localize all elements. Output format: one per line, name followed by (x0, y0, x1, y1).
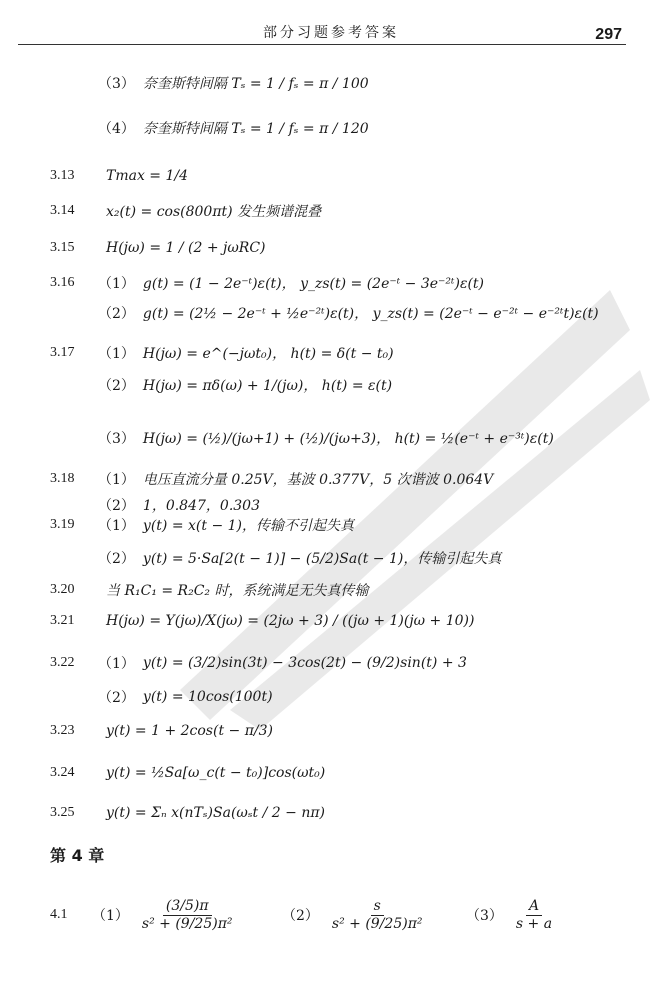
answer-expression: H(jω) = (½)/(jω+1) + (½)/(jω+3)， h(t) = ½(e⁻ᵗ + e⁻³ᵗ)ε(t) (142, 431, 554, 447)
header-rule (18, 44, 626, 45)
answer-content (98, 201, 321, 221)
answer-expression: g(t) = (1 − 2e⁻ᵗ)ε(t)， y_zs(t) = (2e⁻ᵗ − 3e⁻²ᵗ)ε(t) (142, 276, 485, 292)
fraction (139, 898, 236, 933)
problem-number: 3.25 (50, 805, 75, 820)
answer-line (0, 340, 662, 366)
answer-line (0, 70, 662, 96)
fraction-denominator: s² + (9/25)π² (141, 915, 233, 932)
answer-content (98, 723, 273, 739)
answer-expression: 当 R₁C₁ = R₂C₂ 时，系统满足无失真传输 (106, 583, 369, 599)
answer-expression: H(jω) = e^(−jωt₀)， h(t) = δ(t − t₀) (142, 346, 394, 362)
answer-content (98, 765, 325, 781)
answer-line (0, 684, 662, 710)
answer-content (98, 168, 188, 184)
answer-line (0, 115, 662, 141)
problem-number: 3.17 (50, 345, 75, 360)
fraction-numerator: s (371, 898, 384, 916)
answer-line (0, 300, 662, 326)
answer-content (98, 805, 325, 821)
answer-expression: y(t) = 5·Sa[2(t − 1)] − (5/2)Sa(t − 1)，传输引起失真 (142, 551, 502, 567)
answer-expression: Tmax = 1/4 (106, 168, 189, 184)
answer-content (98, 240, 266, 256)
answer-expression: y(t) = ½Sa[ω_c(t − t₀)]cos(ωt₀) (106, 765, 326, 781)
answer-expression: y(t) = 1 + 2cos(t − π/3) (106, 723, 273, 739)
answer-content (98, 580, 369, 600)
answer-content (98, 343, 394, 363)
answer-line (0, 198, 662, 224)
problem-number: 3.20 (50, 582, 75, 597)
answer-content (98, 118, 369, 138)
chapter-heading: 第 4 章 (50, 846, 105, 865)
page-number: 297 (595, 26, 622, 43)
fraction-numerator: (3/5)π (163, 898, 212, 916)
problem-number: 3.19 (50, 517, 75, 532)
answer-content (98, 428, 554, 448)
part-label: （2） (98, 306, 135, 322)
part-label: （2） (282, 908, 319, 924)
fraction-numerator: A (526, 898, 542, 916)
answer-line (0, 608, 662, 634)
answer-4-1-part-1 (92, 898, 238, 933)
part-label: （2） (98, 498, 135, 514)
part-label: （1） (98, 518, 135, 534)
part-label: （1） (98, 656, 135, 672)
answer-expression: H(jω) = πδ(ω) + 1/(jω)， h(t) = ε(t) (142, 378, 393, 394)
answer-expression: 1，0.847，0.303 (142, 498, 260, 514)
answer-expression: H(jω) = 1 / (2 + jωRC) (106, 240, 266, 256)
fraction-denominator: s + a (515, 915, 553, 932)
answer-expression: 奈奎斯特间隔 Tₛ = 1 / fₛ = π / 100 (142, 76, 369, 92)
answer-line (0, 650, 662, 676)
answer-line (0, 760, 662, 786)
problem-number: 3.13 (50, 168, 75, 183)
answer-line (0, 425, 662, 451)
problem-number: 4.1 (50, 907, 68, 922)
part-label: （3） (98, 431, 135, 447)
answer-content (98, 653, 467, 673)
part-label: （2） (98, 378, 135, 394)
answer-content (98, 469, 493, 489)
answer-line (0, 270, 662, 296)
answer-expression: x₂(t) = cos(800πt) 发生频谱混叠 (106, 204, 322, 220)
problem-number: 3.21 (50, 613, 75, 628)
fraction-denominator: s² + (9/25)π² (331, 915, 423, 932)
answer-expression: 奈奎斯特间隔 Tₛ = 1 / fₛ = π / 120 (142, 121, 369, 137)
part-label: （1） (92, 908, 129, 924)
answer-4-1-part-3 (466, 898, 557, 933)
answer-line (0, 577, 662, 603)
answer-expression: y(t) = (3/2)sin(3t) − 3cos(2t) − (9/2)sin(t) + 3 (142, 655, 467, 671)
answer-4-1-part-2 (282, 898, 428, 933)
part-label: （4） (98, 121, 135, 137)
problem-number: 3.14 (50, 203, 75, 218)
fraction (513, 898, 555, 933)
answer-line (0, 718, 662, 744)
part-label: （1） (98, 472, 135, 488)
problem-number: 3.22 (50, 655, 75, 670)
answer-line (0, 800, 662, 826)
fraction (329, 898, 426, 933)
part-label: （2） (98, 690, 135, 706)
problem-number: 3.18 (50, 471, 75, 486)
part-label: （3） (466, 908, 503, 924)
answer-4-1 (0, 897, 662, 932)
part-label: （1） (98, 276, 135, 292)
part-label: （2） (98, 551, 135, 567)
answer-line (0, 163, 662, 189)
answer-content (98, 73, 369, 93)
page-header-title: 部分习题参考答案 (263, 25, 399, 41)
part-label: （3） (98, 76, 135, 92)
answer-content (98, 273, 484, 293)
answer-expression: g(t) = (2½ − 2e⁻ᵗ + ½e⁻²ᵗ)ε(t)， y_zs(t) = (2e⁻ᵗ − e⁻²ᵗ − e⁻²ᵗt)ε(t) (142, 306, 599, 322)
answer-content (98, 613, 474, 629)
answer-expression: y(t) = 10cos(100t) (142, 689, 273, 705)
answer-content (98, 375, 392, 395)
answer-expression: H(jω) = Y(jω)/X(jω) = (2jω + 3) / ((jω + 1)(jω + 10)) (106, 613, 475, 629)
answer-line (0, 372, 662, 398)
problem-number: 3.23 (50, 723, 75, 738)
answer-content (98, 515, 354, 535)
answer-expression: y(t) = x(t − 1)，传输不引起失真 (142, 518, 354, 534)
answer-line (0, 512, 662, 538)
answer-line (0, 545, 662, 571)
answer-line (0, 466, 662, 492)
answer-content (98, 548, 501, 568)
part-label: （1） (98, 346, 135, 362)
answer-expression: y(t) = Σₙ x(nTₛ)Sa(ωₛt / 2 − nπ) (106, 805, 325, 821)
problem-number: 3.15 (50, 240, 75, 255)
answer-expression: 电压直流分量 0.25V，基波 0.377V，5 次谐波 0.064V (142, 472, 494, 488)
problem-number: 3.16 (50, 275, 75, 290)
answer-line (0, 235, 662, 261)
problem-number: 3.24 (50, 765, 75, 780)
answer-content (98, 687, 273, 707)
answer-content (98, 303, 599, 323)
